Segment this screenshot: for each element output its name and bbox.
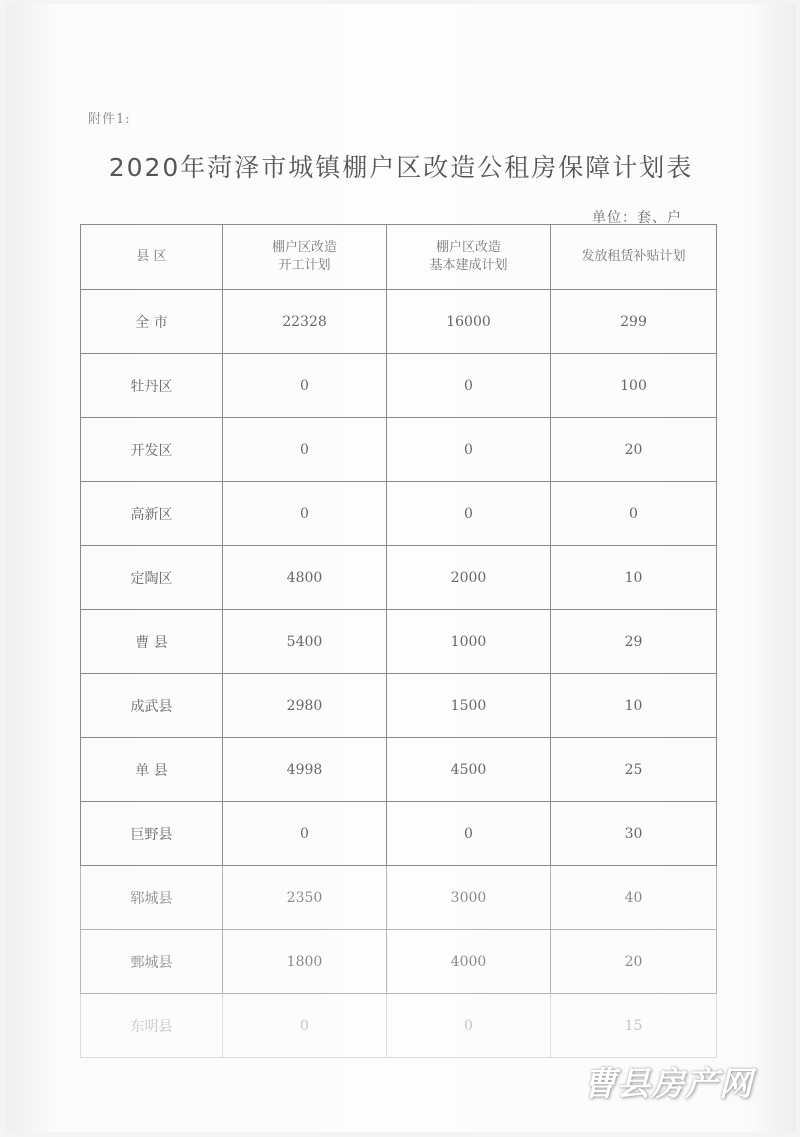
cell-completed: 2000	[387, 546, 551, 610]
cell-subsidy: 299	[551, 290, 717, 354]
cell-completed: 0	[387, 354, 551, 418]
cell-county: 东明县	[81, 994, 223, 1058]
cell-county: 曹 县	[81, 610, 223, 674]
cell-subsidy: 25	[551, 738, 717, 802]
cell-start: 4800	[223, 546, 387, 610]
header-start-plan: 棚户区改造 开工计划	[223, 225, 387, 290]
cell-subsidy: 40	[551, 866, 717, 930]
cell-county: 牡丹区	[81, 354, 223, 418]
cell-county: 单 县	[81, 738, 223, 802]
cell-completed: 4000	[387, 930, 551, 994]
table-row	[81, 354, 717, 418]
cell-start: 0	[223, 418, 387, 482]
cell-subsidy: 100	[551, 354, 717, 418]
cell-county: 定陶区	[81, 546, 223, 610]
cell-completed: 0	[387, 482, 551, 546]
table-row	[81, 546, 717, 610]
table-row	[81, 802, 717, 866]
cell-subsidy: 30	[551, 802, 717, 866]
header-county: 县 区	[81, 225, 223, 290]
table-row	[81, 418, 717, 482]
cell-start: 0	[223, 482, 387, 546]
cell-subsidy: 10	[551, 674, 717, 738]
table-row	[81, 738, 717, 802]
cell-county: 开发区	[81, 418, 223, 482]
table-row	[81, 994, 717, 1058]
cell-completed: 16000	[387, 290, 551, 354]
table-row	[81, 290, 717, 354]
cell-county: 成武县	[81, 674, 223, 738]
cell-completed: 1500	[387, 674, 551, 738]
cell-start: 0	[223, 354, 387, 418]
plan-table	[80, 224, 717, 1058]
table-row	[81, 866, 717, 930]
cell-completed: 0	[387, 802, 551, 866]
cell-subsidy: 20	[551, 418, 717, 482]
cell-start: 5400	[223, 610, 387, 674]
table-row	[81, 674, 717, 738]
cell-county: 全 市	[81, 290, 223, 354]
cell-subsidy: 15	[551, 994, 717, 1058]
watermark-logo: 曹县房产网	[583, 1064, 753, 1103]
table-row	[81, 610, 717, 674]
cell-completed: 0	[387, 418, 551, 482]
cell-completed: 0	[387, 994, 551, 1058]
table-row	[81, 930, 717, 994]
cell-subsidy: 0	[551, 482, 717, 546]
cell-start: 2350	[223, 866, 387, 930]
cell-start: 4998	[223, 738, 387, 802]
cell-subsidy: 29	[551, 610, 717, 674]
cell-subsidy: 20	[551, 930, 717, 994]
cell-start: 0	[223, 994, 387, 1058]
cell-completed: 3000	[387, 866, 551, 930]
table-row	[81, 482, 717, 546]
cell-start: 1800	[223, 930, 387, 994]
cell-start: 22328	[223, 290, 387, 354]
cell-county: 郓城县	[81, 866, 223, 930]
header-completion-plan: 棚户区改造 基本建成计划	[387, 225, 551, 290]
table-header-row	[81, 225, 717, 290]
cell-start: 2980	[223, 674, 387, 738]
cell-start: 0	[223, 802, 387, 866]
cell-county: 鄄城县	[81, 930, 223, 994]
cell-completed: 4500	[387, 738, 551, 802]
attachment-label: 附件1:	[88, 112, 131, 127]
unit-label: 单位：套、户	[592, 210, 682, 226]
cell-county: 巨野县	[81, 802, 223, 866]
cell-subsidy: 10	[551, 546, 717, 610]
document-title: 2020年菏泽市城镇棚户区改造公租房保障计划表	[108, 153, 694, 182]
cell-county: 高新区	[81, 482, 223, 546]
cell-completed: 1000	[387, 610, 551, 674]
header-subsidy-plan: 发放租赁补贴计划	[551, 225, 717, 290]
